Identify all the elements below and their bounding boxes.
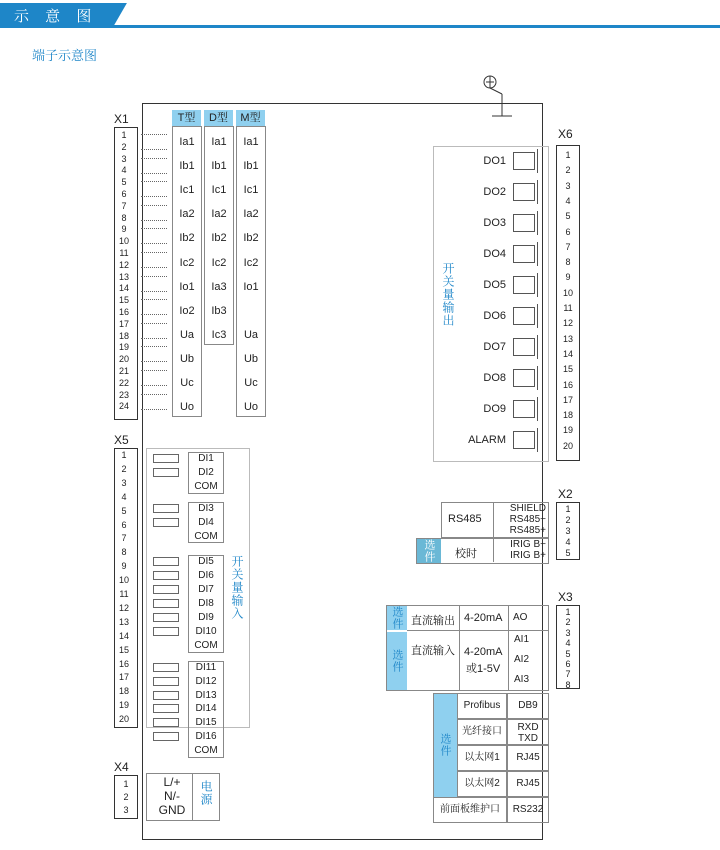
x5-pin: 8 [121, 547, 127, 558]
relay-contact-icon [537, 273, 550, 297]
relay-icon [513, 431, 535, 449]
cell-d: Ib2 [211, 232, 227, 245]
x6-pin: 13 [562, 333, 573, 344]
x6-label: X6 [558, 127, 573, 141]
x5-pin: 2 [121, 463, 127, 474]
cell-t: Io1 [179, 280, 195, 293]
x4-l: L/+ [163, 775, 181, 789]
x3-pin: 6 [565, 659, 571, 669]
x1-pin: 9 [121, 224, 127, 235]
cell-d: Ic1 [211, 184, 227, 197]
x3-pin: 4 [565, 638, 571, 649]
x2-pin: 5 [565, 548, 571, 558]
x3-pin: 1 [565, 607, 571, 617]
cell-t: Ic1 [179, 184, 195, 197]
x6-item: DO4 [483, 248, 506, 260]
relay-icon [513, 245, 535, 263]
x5-item: COM [194, 745, 218, 757]
x6-pin: 2 [565, 165, 571, 176]
x5-item: COM [194, 480, 218, 492]
x1-pin: 21 [118, 366, 129, 376]
cell-m: Ib1 [243, 160, 259, 173]
x2-irig-plus: IRIG B+ [510, 550, 546, 561]
cell-t: Ib2 [179, 232, 195, 245]
x5-item: DI7 [198, 584, 214, 596]
x4-pin: 2 [123, 792, 129, 802]
x5-label: X5 [114, 433, 129, 447]
x2-timing: 校时 [455, 548, 477, 560]
cell-t: Ia2 [179, 208, 195, 221]
x1-coil-symbol [141, 346, 167, 362]
comm-port: RJ45 [507, 771, 549, 797]
x3-vline1 [459, 605, 460, 691]
x3-optional-1: 选件 [387, 606, 407, 630]
x3-dc-in: 直流输入 [411, 645, 455, 657]
x1-pin: 17 [118, 318, 129, 329]
x1-pin: 12 [118, 259, 129, 270]
x1-pin: 23 [118, 389, 129, 400]
relay-icon [513, 307, 535, 325]
cell-m: Ic2 [243, 256, 259, 269]
cell-m: Ia2 [243, 208, 259, 221]
x6-pin: 15 [562, 364, 573, 375]
x1-coil-symbol [141, 134, 167, 150]
x5-item: DI6 [198, 570, 214, 582]
x1-coil-symbol [141, 158, 167, 174]
x5-item: DI1 [198, 453, 214, 464]
x2-optional: 选件 [417, 539, 441, 563]
x6-item: DO6 [483, 310, 506, 322]
comm-port: RJ45 [507, 745, 549, 771]
x1-pin: 8 [121, 212, 127, 223]
cell-m: Ia1 [243, 136, 259, 148]
x5-item: DI3 [198, 502, 214, 514]
cell-d: Ia2 [211, 208, 227, 221]
x6-pin: 12 [562, 318, 573, 329]
x6-pin: 5 [565, 211, 571, 222]
cell-t: Uo [179, 401, 195, 414]
x1-pin: 22 [118, 377, 129, 388]
x5-pin: 7 [121, 533, 127, 544]
x4-divider [192, 773, 193, 821]
x2-shield: SHIELD [509, 503, 546, 514]
x1-label: X1 [114, 112, 129, 126]
x2-pin: 2 [565, 515, 571, 525]
page-subtitle: 端子示意图 [32, 48, 98, 63]
x2-rs485-signals [500, 503, 546, 536]
x3-pin: 2 [565, 617, 571, 628]
cell-m: Ua [243, 328, 259, 341]
relay-icon [513, 214, 535, 232]
x1-pin: 19 [118, 342, 129, 353]
optocoupler-icon [153, 691, 179, 700]
x3-ai2: AI2 [514, 654, 530, 665]
x3-dc-in-val1: 4-20mA [464, 646, 503, 658]
cell-d: Ib3 [211, 304, 227, 317]
header-line [0, 25, 720, 28]
x5-item: DI13 [195, 689, 217, 701]
x2-pin: 3 [565, 526, 571, 536]
x3-dc-out: 直流输出 [411, 615, 455, 627]
optocoupler-icon [153, 718, 179, 727]
x5-item: DI9 [198, 612, 214, 623]
relay-icon [513, 276, 535, 294]
comm-port: RXD TXD [507, 719, 549, 745]
relay-contact-icon [537, 242, 550, 266]
x6-item: DO7 [483, 341, 506, 353]
x6-item: DO3 [483, 217, 506, 229]
x1-pin: 13 [118, 271, 129, 282]
x3-dc-in-val2: 或1-5V [466, 663, 501, 675]
x5-item: DI14 [195, 703, 217, 715]
x1-pin: 10 [118, 236, 129, 247]
x4-label: X4 [114, 760, 129, 774]
cell-d: Ic2 [211, 256, 227, 269]
x5-item: DI15 [195, 717, 217, 729]
x6-pin: 3 [565, 180, 571, 191]
cell-m: Ib2 [243, 232, 259, 245]
x2-rs485: RS485 [448, 513, 482, 525]
col-t-header: T型 [172, 110, 201, 126]
x6-pin: 20 [562, 440, 573, 451]
x3-hline [407, 630, 549, 631]
optocoupler-icon [153, 585, 179, 594]
x3-pin: 7 [565, 669, 571, 680]
x2-pin: 1 [565, 504, 571, 514]
x2-irig-signals [500, 539, 546, 561]
x5-pin: 15 [118, 644, 129, 655]
x5-pin: 5 [121, 505, 127, 516]
cell-d: Ic3 [211, 328, 227, 341]
cell-t: Uc [180, 377, 194, 389]
comm-name: 以太网1 [457, 745, 507, 771]
cell-m: Ic1 [243, 184, 259, 197]
x1-pin: 16 [118, 307, 129, 317]
cell-t: Io2 [179, 304, 195, 317]
x1-pin: 4 [121, 165, 127, 176]
comm-name: 光纤接口 [457, 719, 507, 745]
optocoupler-icon [153, 557, 179, 566]
x6-item: ALARM [468, 434, 506, 446]
relay-icon [513, 338, 535, 356]
x5-side-label: 开关量输入 [230, 555, 244, 620]
x5-pin: 10 [118, 575, 129, 586]
relay-icon [513, 183, 535, 201]
cell-t: Ub [179, 352, 195, 365]
x5-item: DI5 [198, 556, 214, 568]
x4-pin: 1 [123, 779, 129, 789]
x5-item: DI2 [198, 466, 214, 478]
x1-coil-symbol [141, 394, 167, 410]
x5-pin: 6 [121, 519, 127, 530]
x2-pin: 4 [565, 537, 571, 547]
cell-d: Ia3 [211, 280, 227, 293]
x6-pin: 9 [565, 272, 571, 283]
x4-labels [155, 775, 189, 817]
x3-ao: AO [513, 612, 528, 623]
x1-pin: 24 [118, 401, 129, 412]
x6-item: DO5 [483, 279, 506, 291]
optocoupler-icon [153, 504, 179, 513]
optocoupler-icon [153, 518, 179, 527]
x5-pin: 12 [118, 602, 129, 613]
x5-item: COM [194, 639, 218, 651]
comm-port: DB9 [507, 693, 549, 719]
x5-pin: 14 [118, 630, 129, 641]
x5-pin: 13 [118, 616, 129, 627]
optocoupler-icon [153, 704, 179, 713]
x1-coil-symbol [141, 252, 167, 268]
x6-pin: 8 [565, 257, 571, 268]
x6-pin: 14 [562, 348, 573, 359]
x6-pin: 11 [563, 303, 573, 313]
x5-pin: 4 [121, 491, 127, 502]
cell-t: Ic2 [179, 256, 195, 269]
x3-pin: 5 [565, 648, 571, 659]
x1-pin: 5 [121, 177, 127, 188]
col-d-header: D型 [204, 110, 233, 126]
comm-name: 前面板维护口 [433, 797, 507, 823]
cell-t: Ia1 [179, 136, 195, 148]
x5-item: DI10 [195, 625, 217, 637]
comm-port: RS232 [507, 797, 549, 823]
x5-pin: 18 [118, 686, 129, 697]
x5-pin: 16 [118, 658, 129, 669]
relay-icon [513, 369, 535, 387]
x1-pin: 14 [118, 283, 129, 294]
optocoupler-icon [153, 454, 179, 463]
x1-coil-symbol [141, 181, 167, 197]
x4-gnd: GND [158, 803, 186, 817]
x5-pin: 11 [119, 589, 129, 599]
relay-contact-icon [537, 149, 550, 173]
comm-name: Profibus [457, 693, 507, 719]
ground-icon [476, 72, 516, 122]
x5-pin: 9 [121, 561, 127, 572]
x1-pin: 20 [118, 354, 129, 365]
optocoupler-icon [153, 677, 179, 686]
optocoupler-icon [153, 663, 179, 672]
x1-pin: 7 [121, 200, 127, 211]
cell-d: Ia1 [211, 136, 227, 148]
x6-item: DO2 [483, 186, 506, 198]
x3-ai1: AI1 [514, 634, 530, 645]
comm-name: 以太网2 [457, 771, 507, 797]
optocoupler-icon [153, 571, 179, 580]
cell-t: Ua [179, 328, 195, 341]
relay-contact-icon [537, 304, 550, 328]
x6-pin: 7 [565, 241, 571, 252]
x1-pin: 6 [121, 189, 127, 199]
x5-pin: 20 [118, 714, 129, 725]
cell-m: Io1 [243, 280, 259, 293]
x1-pin: 3 [121, 153, 127, 164]
x6-item: DO1 [483, 155, 506, 167]
x3-dc-out-val: 4-20mA [464, 612, 503, 624]
relay-contact-icon [537, 180, 550, 204]
x6-pin: 18 [562, 410, 573, 421]
x5-item: DI12 [195, 675, 217, 687]
optocoupler-icon [153, 732, 179, 741]
x5-item: DI11 [195, 661, 217, 673]
relay-contact-icon [537, 211, 550, 235]
x3-label: X3 [558, 590, 573, 604]
relay-contact-icon [537, 428, 550, 452]
x2-label: X2 [558, 487, 573, 501]
x4-pin: 3 [123, 805, 129, 815]
x5-item: COM [194, 530, 218, 542]
x6-side-label: 开关量输出 [441, 262, 455, 327]
x5-pin: 17 [118, 672, 129, 683]
header-title: 示 意 图 [14, 8, 98, 25]
x1-pin: 15 [118, 295, 129, 306]
optocoupler-icon [153, 613, 179, 622]
relay-contact-icon [537, 397, 550, 421]
x3-pin: 8 [565, 679, 571, 690]
x3-optional-2: 选件 [387, 632, 407, 690]
x1-coil-symbol [141, 323, 167, 339]
x1-coil-symbol [141, 205, 167, 221]
x1-pin: 18 [118, 330, 129, 341]
x3-ai3: AI3 [514, 674, 530, 685]
comm-optional: 选件 [433, 693, 457, 797]
x5-item: DI8 [198, 598, 214, 610]
cell-t: Ib1 [179, 160, 195, 173]
x6-item: DO8 [483, 372, 506, 384]
cell-m: Ub [243, 352, 259, 365]
optocoupler-icon [153, 599, 179, 608]
optocoupler-icon [153, 627, 179, 636]
x1-pin: 1 [121, 130, 127, 140]
x3-vline2 [508, 605, 509, 691]
x6-pin: 1 [565, 150, 571, 160]
x5-item: DI4 [198, 516, 214, 528]
x6-pin: 10 [562, 287, 573, 298]
x1-pin: 2 [121, 141, 127, 152]
x1-coil-symbol [141, 299, 167, 315]
relay-icon [513, 152, 535, 170]
x2-irig-minus: IRIG B− [510, 539, 546, 550]
x4-side-label: 电源 [199, 780, 213, 806]
x3-pin: 3 [565, 627, 571, 638]
x5-pin: 19 [118, 700, 129, 711]
x2-rs485-plus: RS485+ [509, 525, 546, 536]
x5-pin: 3 [121, 477, 127, 488]
x1-coil-symbol [141, 370, 167, 386]
x4-n: N/- [164, 789, 180, 803]
optocoupler-icon [153, 468, 179, 477]
x6-pin: 4 [565, 195, 571, 206]
x6-pin: 17 [562, 394, 573, 405]
x6-pin: 19 [562, 425, 573, 436]
cell-m: Uo [243, 401, 259, 414]
x6-pin: 6 [565, 226, 571, 237]
x5-pin: 1 [121, 450, 127, 460]
x6-pin: 16 [562, 379, 573, 390]
cell-d: Ib1 [211, 160, 227, 173]
x6-item: DO9 [483, 403, 506, 415]
cell-m: Uc [244, 377, 258, 389]
relay-contact-icon [537, 335, 550, 359]
col-m-header: M型 [236, 110, 265, 126]
x1-coil-symbol [141, 228, 167, 244]
x5-item: DI16 [195, 731, 217, 743]
x1-pin: 11 [119, 248, 129, 258]
x2-rs485-minus: RS485− [509, 514, 546, 525]
relay-contact-icon [537, 366, 550, 390]
x1-coil-symbol [141, 276, 167, 292]
relay-icon [513, 400, 535, 418]
